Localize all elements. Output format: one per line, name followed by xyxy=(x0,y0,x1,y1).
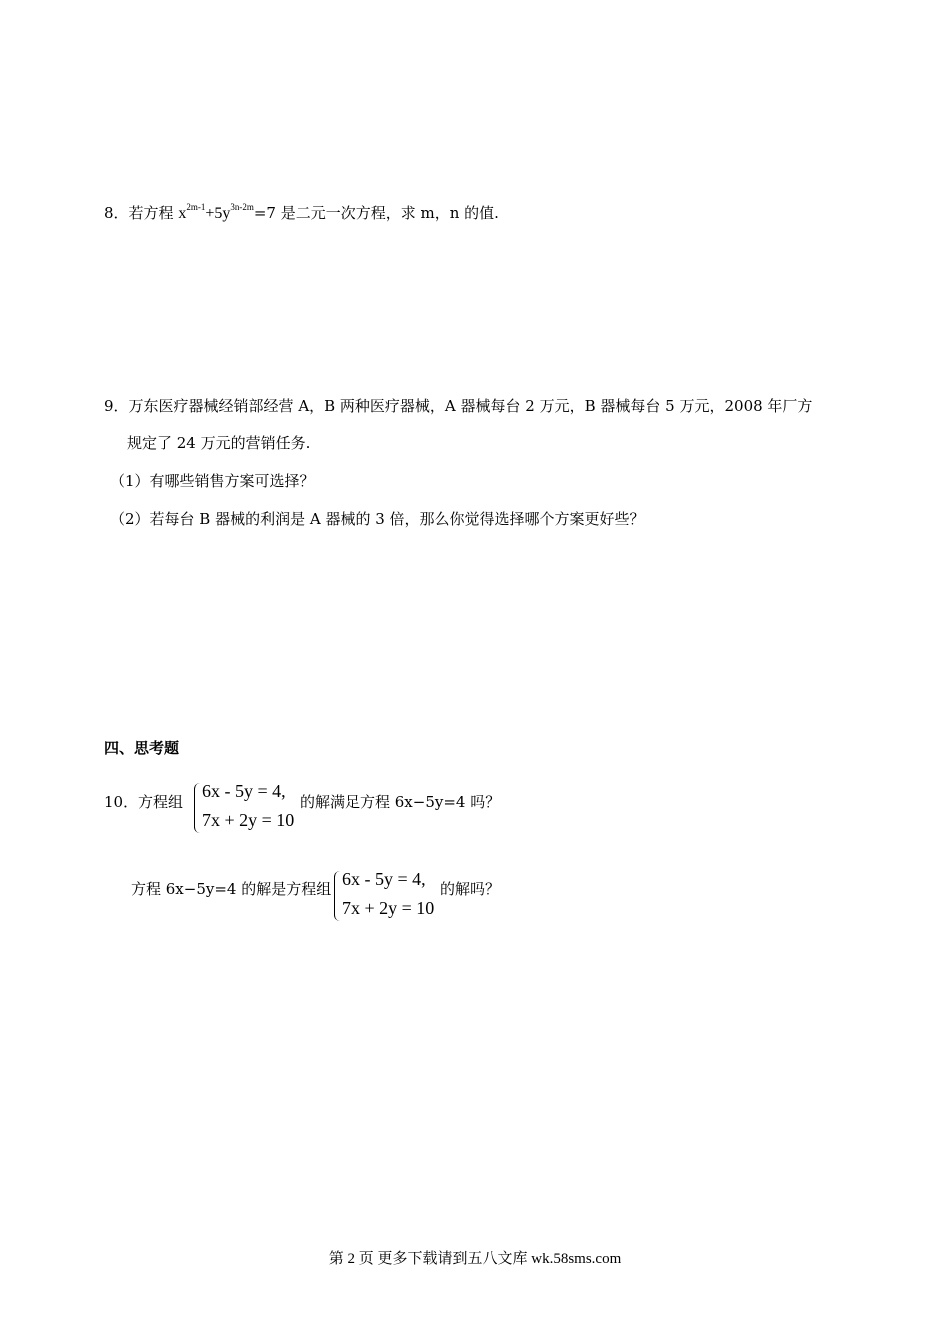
question-9-line2: 规定了 24 万元的营销任务. xyxy=(127,434,311,452)
section-4-heading: 四、思考题 xyxy=(104,739,180,757)
question-8-x: x xyxy=(178,205,187,222)
question-8-mid: +5y xyxy=(205,205,231,222)
question-10-post: 的解满足方程 6x−5y=4 吗？ xyxy=(300,793,501,811)
equation-2: 7x + 2y = 10 xyxy=(342,898,435,918)
page-footer: 第 2 页 更多下载请到五八文库 wk.58sms.com xyxy=(328,1251,622,1267)
brace xyxy=(194,783,201,833)
equation-1: 6x - 5y = 4, xyxy=(202,781,286,801)
question-10-line2-post: 的解吗？ xyxy=(440,880,501,898)
question-8-pre: 若方程 xyxy=(128,204,179,222)
question-9-sub1: （1）有哪些销售方案可选择？ xyxy=(110,472,315,490)
question-8-number: 8． xyxy=(104,204,129,222)
equation-2: 7x + 2y = 10 xyxy=(202,810,295,830)
equation-1: 6x - 5y = 4, xyxy=(342,869,426,889)
question-10-pre: 方程组 xyxy=(138,793,184,811)
equation-system-1 xyxy=(194,781,304,837)
question-8-exp2: 3n-2m xyxy=(230,202,254,212)
question-9-line1: 9．万东医疗器械经销部经营 A，B 两种医疗器械，A 器械每台 2 万元，B 器械每台 5 万元，2008 年厂方 xyxy=(104,397,813,415)
question-8 xyxy=(104,202,499,223)
question-9-sub2: （2）若每台 B 器械的利润是 A 器械的 3 倍，那么你觉得选择哪个方案更好些？ xyxy=(110,510,645,528)
question-8-exp1: 2m-1 xyxy=(186,202,206,212)
question-10-number: 10． xyxy=(104,793,139,811)
equation-system-2 xyxy=(334,869,444,925)
brace xyxy=(334,871,341,921)
question-8-post: =7 是二元一次方程，求 m，n 的值. xyxy=(253,204,499,222)
question-10-line2-pre: 方程 6x−5y=4 的解是方程组 xyxy=(131,880,332,898)
